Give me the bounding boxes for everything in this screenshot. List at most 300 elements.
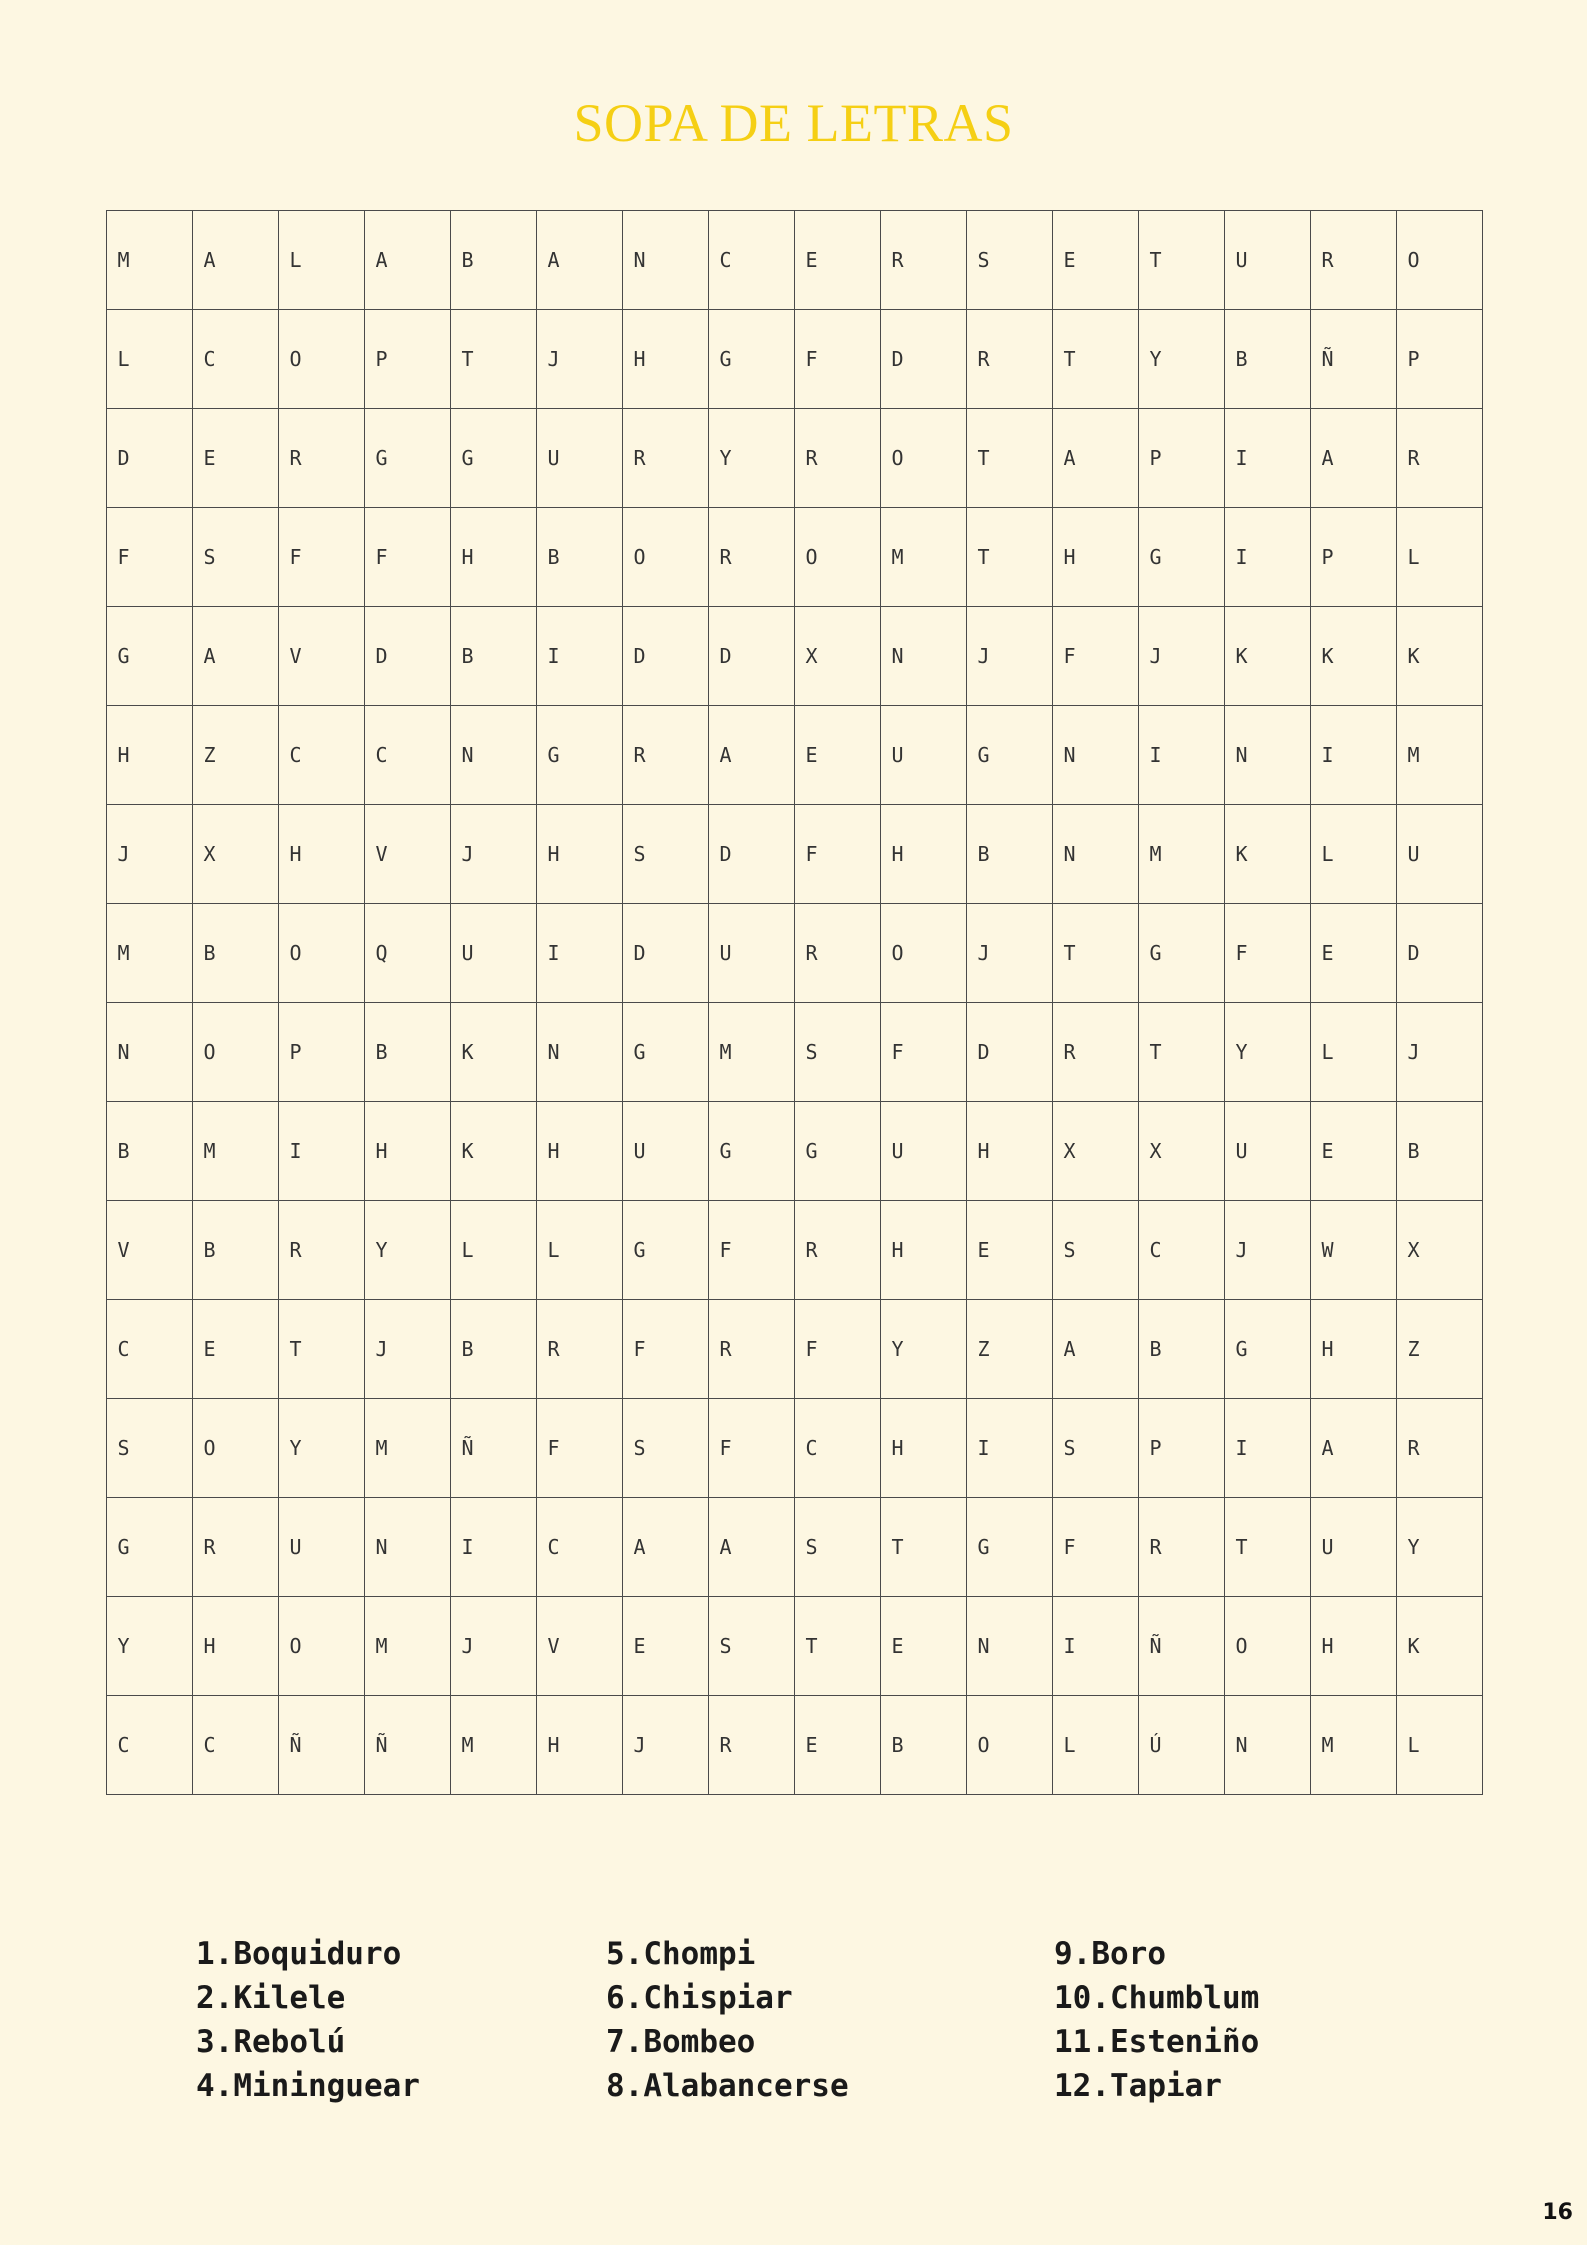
grid-cell: [699, 904, 785, 1003]
grid-letter: Y: [719, 446, 732, 470]
grid-cell: [1043, 1102, 1129, 1201]
grid-letter: R: [805, 446, 818, 470]
grid-letter: H: [289, 842, 302, 866]
grid-cell: [785, 1201, 871, 1300]
grid-letter: I: [1235, 446, 1248, 470]
grid-cell: [97, 211, 183, 310]
grid-cell: [527, 1201, 613, 1300]
grid-letter: S: [805, 1535, 818, 1559]
word-list-item: 4.Mininguear: [196, 2068, 420, 2104]
grid-cell: [441, 508, 527, 607]
grid-cell: [183, 1201, 269, 1300]
grid-letter: K: [1235, 842, 1248, 866]
grid-letter: M: [117, 248, 130, 272]
grid-cell: [871, 1102, 957, 1201]
grid-letter: H: [547, 842, 560, 866]
grid-letter: Ú: [1149, 1733, 1162, 1757]
grid-cell: [355, 1696, 441, 1795]
grid-cell: [1129, 1003, 1215, 1102]
grid-cell: [957, 1102, 1043, 1201]
grid-cell: [871, 1399, 957, 1498]
grid-letter: D: [1407, 941, 1420, 965]
grid-letter: S: [633, 842, 646, 866]
grid-letter: F: [719, 1436, 732, 1460]
grid-letter: T: [977, 446, 990, 470]
grid-cell: [355, 1399, 441, 1498]
grid-cell: [957, 1201, 1043, 1300]
grid-cell: [269, 1003, 355, 1102]
grid-cell: [97, 1102, 183, 1201]
grid-letter: A: [547, 248, 560, 272]
grid-cell: [527, 1399, 613, 1498]
grid-cell: [1129, 211, 1215, 310]
grid-letter: G: [719, 347, 732, 371]
grid-letter: G: [117, 644, 130, 668]
page-number: 16: [1542, 2200, 1573, 2225]
grid-letter: J: [375, 1337, 388, 1361]
page-title: SOPA DE LETRAS: [573, 93, 1014, 153]
grid-letter: N: [633, 248, 646, 272]
grid-cell: [1043, 904, 1129, 1003]
grid-cell: [1129, 1201, 1215, 1300]
grid-letter: B: [117, 1139, 130, 1163]
grid-cell: [1215, 805, 1301, 904]
grid-cell: [785, 904, 871, 1003]
word-list-item: 7.Bombeo: [606, 2024, 756, 2060]
grid-cell: [441, 211, 527, 310]
grid-letter: R: [633, 743, 646, 767]
grid-cell: [1043, 310, 1129, 409]
grid-letter: E: [977, 1238, 990, 1262]
grid-cell: [1387, 706, 1473, 805]
grid-cell: [871, 1498, 957, 1597]
grid-letter: E: [805, 743, 818, 767]
grid-letter: G: [461, 446, 474, 470]
grid-cell: [97, 409, 183, 508]
grid-cell: [957, 1003, 1043, 1102]
grid-letter: J: [1149, 644, 1162, 668]
grid-letter: J: [1407, 1040, 1420, 1064]
grid-row: [107, 211, 1483, 310]
word-list-column-1: [196, 1932, 420, 2108]
grid-letter: J: [117, 842, 130, 866]
grid-row: [107, 508, 1483, 607]
grid-letter: X: [1407, 1238, 1420, 1262]
grid-letter: U: [289, 1535, 302, 1559]
grid-letter: A: [1063, 446, 1076, 470]
grid-cell: [183, 1498, 269, 1597]
grid-letter: F: [547, 1436, 560, 1460]
grid-cell: [871, 211, 957, 310]
grid-letter: H: [1063, 545, 1076, 569]
grid-letter: I: [1063, 1634, 1076, 1658]
grid-letter: V: [289, 644, 302, 668]
grid-letter: G: [1149, 941, 1162, 965]
grid-cell: [527, 310, 613, 409]
grid-cell: [1215, 904, 1301, 1003]
grid-letter: U: [1235, 1139, 1248, 1163]
grid-cell: [957, 508, 1043, 607]
grid-cell: [957, 706, 1043, 805]
grid-cell: [699, 508, 785, 607]
grid-cell: [1129, 805, 1215, 904]
grid-cell: [355, 310, 441, 409]
grid-cell: [1387, 409, 1473, 508]
grid-letter: M: [1149, 842, 1162, 866]
grid-letter: O: [891, 941, 904, 965]
grid-row: [107, 706, 1483, 805]
grid-letter: T: [1149, 1040, 1162, 1064]
grid-cell: [1387, 805, 1473, 904]
grid-cell: [1043, 1597, 1129, 1696]
grid-cell: [527, 1300, 613, 1399]
grid-letter: B: [203, 941, 216, 965]
grid-letter: G: [1149, 545, 1162, 569]
grid-cell: [97, 508, 183, 607]
grid-cell: [97, 1300, 183, 1399]
grid-letter: N: [1235, 743, 1248, 767]
grid-letter: U: [633, 1139, 646, 1163]
grid-letter: V: [547, 1634, 560, 1658]
grid-letter: P: [1321, 545, 1334, 569]
grid-cell: [183, 211, 269, 310]
grid-letter: H: [203, 1634, 216, 1658]
grid-letter: L: [547, 1238, 560, 1262]
grid-letter: F: [633, 1337, 646, 1361]
grid-letter: H: [891, 842, 904, 866]
grid-letter: D: [977, 1040, 990, 1064]
grid-cell: [97, 1003, 183, 1102]
grid-letter: I: [289, 1139, 302, 1163]
grid-letter: I: [1321, 743, 1334, 767]
grid-cell: [269, 508, 355, 607]
grid-cell: [183, 508, 269, 607]
grid-cell: [1215, 1399, 1301, 1498]
grid-cell: [355, 1300, 441, 1399]
grid-cell: [613, 409, 699, 508]
grid-letter: X: [1063, 1139, 1076, 1163]
grid-letter: S: [719, 1634, 732, 1658]
grid-letter: D: [117, 446, 130, 470]
grid-cell: [1301, 310, 1387, 409]
grid-cell: [1129, 1399, 1215, 1498]
grid-letter: T: [1235, 1535, 1248, 1559]
word-list-item: 6.Chispiar: [606, 1980, 793, 2016]
grid-cell: [1043, 607, 1129, 706]
grid-cell: [269, 1597, 355, 1696]
grid-letter: G: [1235, 1337, 1248, 1361]
grid-letter: K: [1321, 644, 1334, 668]
grid-cell: [97, 1399, 183, 1498]
grid-letter: I: [1235, 545, 1248, 569]
grid-letter: T: [1149, 248, 1162, 272]
grid-cell: [699, 805, 785, 904]
grid-letter: V: [117, 1238, 130, 1262]
grid-letter: I: [547, 941, 560, 965]
grid-letter: H: [1321, 1337, 1334, 1361]
grid-cell: [871, 1300, 957, 1399]
grid-cell: [97, 310, 183, 409]
grid-letter: R: [977, 347, 990, 371]
grid-letter: C: [375, 743, 388, 767]
grid-letter: K: [461, 1139, 474, 1163]
grid-cell: [699, 1597, 785, 1696]
grid-letter: O: [891, 446, 904, 470]
grid-cell: [1043, 1696, 1129, 1795]
grid-letter: Z: [203, 743, 216, 767]
grid-cell: [269, 1300, 355, 1399]
grid-letter: E: [1321, 1139, 1334, 1163]
word-list-item: 11.Esteniño: [1054, 2024, 1260, 2060]
grid-letter: P: [289, 1040, 302, 1064]
grid-cell: [871, 310, 957, 409]
grid-letter: S: [977, 248, 990, 272]
grid-cell: [183, 1102, 269, 1201]
grid-cell: [1387, 211, 1473, 310]
grid-cell: [1387, 1696, 1473, 1795]
grid-letter: O: [805, 545, 818, 569]
grid-cell: [527, 607, 613, 706]
grid-letter: F: [117, 545, 130, 569]
word-list-column-3: [1054, 1932, 1259, 2108]
grid-cell: [1301, 508, 1387, 607]
grid-letter: J: [461, 842, 474, 866]
grid-letter: Ñ: [289, 1733, 302, 1757]
grid-letter: Ñ: [1149, 1634, 1162, 1658]
grid-letter: O: [203, 1040, 216, 1064]
grid-letter: M: [461, 1733, 474, 1757]
grid-cell: [1387, 1399, 1473, 1498]
grid-letter: N: [375, 1535, 388, 1559]
grid-cell: [699, 1201, 785, 1300]
grid-cell: [1129, 409, 1215, 508]
grid-letter: B: [1407, 1139, 1420, 1163]
grid-cell: [613, 1399, 699, 1498]
grid-cell: [527, 1102, 613, 1201]
grid-cell: [183, 1399, 269, 1498]
grid-cell: [527, 409, 613, 508]
grid-letter: R: [1321, 248, 1334, 272]
grid-cell: [183, 1597, 269, 1696]
grid-letter: G: [633, 1040, 646, 1064]
grid-letter: K: [1407, 644, 1420, 668]
grid-cell: [1129, 310, 1215, 409]
grid-letter: B: [375, 1040, 388, 1064]
grid-cell: [871, 607, 957, 706]
grid-letter: R: [1407, 1436, 1420, 1460]
grid-letter: I: [977, 1436, 990, 1460]
grid-cell: [1387, 508, 1473, 607]
grid-letter: R: [719, 545, 732, 569]
grid-letter: B: [1235, 347, 1248, 371]
grid-cell: [1387, 607, 1473, 706]
grid-cell: [1301, 1003, 1387, 1102]
grid-letter: H: [461, 545, 474, 569]
grid-cell: [957, 1300, 1043, 1399]
grid-letter: I: [547, 644, 560, 668]
grid-letter: S: [117, 1436, 130, 1460]
grid-cell: [785, 607, 871, 706]
grid-cell: [1387, 904, 1473, 1003]
grid-cell: [1043, 1003, 1129, 1102]
grid-letter: N: [1063, 743, 1076, 767]
grid-cell: [1301, 1696, 1387, 1795]
grid-letter: P: [375, 347, 388, 371]
grid-cell: [1301, 706, 1387, 805]
grid-cell: [785, 409, 871, 508]
grid-letter: E: [1063, 248, 1076, 272]
grid-letter: J: [461, 1634, 474, 1658]
grid-letter: U: [547, 446, 560, 470]
grid-cell: [1129, 607, 1215, 706]
grid-letter: L: [289, 248, 302, 272]
grid-letter: U: [1407, 842, 1420, 866]
grid-letter: J: [633, 1733, 646, 1757]
grid-letter: H: [977, 1139, 990, 1163]
grid-letter: L: [1407, 545, 1420, 569]
grid-cell: [441, 1696, 527, 1795]
grid-letter: A: [719, 743, 732, 767]
grid-cell: [785, 1300, 871, 1399]
grid-letter: O: [1407, 248, 1420, 272]
grid-letter: A: [1321, 446, 1334, 470]
word-list-item: 1.Boquiduro: [196, 1936, 402, 1972]
grid-cell: [1387, 310, 1473, 409]
grid-row: [107, 607, 1483, 706]
grid-letter: H: [547, 1733, 560, 1757]
grid-cell: [1301, 1102, 1387, 1201]
grid-letter: S: [1063, 1238, 1076, 1262]
grid-cell: [1215, 1300, 1301, 1399]
word-list-item: 9.Boro: [1054, 1936, 1166, 1972]
grid-cell: [269, 1102, 355, 1201]
grid-cell: [441, 1201, 527, 1300]
grid-letter: C: [203, 1733, 216, 1757]
grid-cell: [871, 1003, 957, 1102]
grid-cell: [871, 904, 957, 1003]
grid-letter: U: [1321, 1535, 1334, 1559]
grid-letter: D: [891, 347, 904, 371]
grid-cell: [527, 904, 613, 1003]
grid-letter: C: [117, 1337, 130, 1361]
word-list-item: 5.Chompi: [606, 1936, 756, 1972]
grid-cell: [269, 805, 355, 904]
grid-letter: Q: [375, 941, 388, 965]
grid-letter: E: [805, 248, 818, 272]
grid-letter: A: [203, 248, 216, 272]
grid-letter: I: [1149, 743, 1162, 767]
grid-cell: [355, 1102, 441, 1201]
grid-cell: [527, 1498, 613, 1597]
grid-letter: A: [633, 1535, 646, 1559]
grid-letter: M: [375, 1436, 388, 1460]
grid-cell: [613, 1597, 699, 1696]
grid-cell: [1043, 1399, 1129, 1498]
grid-cell: [441, 805, 527, 904]
grid-cell: [441, 1597, 527, 1696]
grid-cell: [1215, 310, 1301, 409]
grid-cell: [1129, 508, 1215, 607]
grid-cell: [613, 1696, 699, 1795]
grid-letter: X: [1149, 1139, 1162, 1163]
grid-cell: [613, 1498, 699, 1597]
grid-letter: U: [719, 941, 732, 965]
grid-cell: [1215, 1597, 1301, 1696]
grid-cell: [527, 211, 613, 310]
grid-letter: B: [461, 644, 474, 668]
grid-letter: F: [375, 545, 388, 569]
grid-letter: O: [289, 347, 302, 371]
grid-cell: [613, 1102, 699, 1201]
grid-letter: B: [891, 1733, 904, 1757]
grid-letter: R: [1063, 1040, 1076, 1064]
grid-letter: L: [117, 347, 130, 371]
grid-cell: [97, 1696, 183, 1795]
grid-letter: A: [1063, 1337, 1076, 1361]
grid-cell: [355, 805, 441, 904]
grid-cell: [527, 1696, 613, 1795]
grid-letter: C: [289, 743, 302, 767]
grid-cell: [269, 607, 355, 706]
grid-letter: J: [547, 347, 560, 371]
grid-letter: D: [719, 644, 732, 668]
word-list-item: 8.Alabancerse: [606, 2068, 849, 2104]
grid-row: [107, 1597, 1483, 1696]
grid-letter: B: [461, 1337, 474, 1361]
grid-cell: [1215, 706, 1301, 805]
grid-letter: G: [375, 446, 388, 470]
grid-letter: R: [203, 1535, 216, 1559]
grid-cell: [699, 706, 785, 805]
grid-cell: [441, 409, 527, 508]
word-list-item: 3.Rebolú: [196, 2024, 346, 2060]
grid-cell: [1129, 904, 1215, 1003]
grid-row: [107, 1102, 1483, 1201]
grid-letter: Y: [1149, 347, 1162, 371]
grid-row: [107, 409, 1483, 508]
grid-letter: C: [547, 1535, 560, 1559]
grid-letter: J: [977, 941, 990, 965]
grid-cell: [957, 1696, 1043, 1795]
grid-cell: [355, 607, 441, 706]
grid-letter: R: [805, 1238, 818, 1262]
grid-letter: N: [547, 1040, 560, 1064]
grid-cell: [1301, 1597, 1387, 1696]
grid-letter: O: [289, 1634, 302, 1658]
grid-letter: D: [633, 941, 646, 965]
grid-letter: P: [1149, 446, 1162, 470]
grid-cell: [1387, 1498, 1473, 1597]
grid-cell: [183, 904, 269, 1003]
grid-letter: W: [1321, 1238, 1334, 1262]
grid-cell: [957, 1498, 1043, 1597]
grid-row: [107, 1003, 1483, 1102]
grid-letter: F: [1063, 1535, 1076, 1559]
grid-cell: [1043, 1498, 1129, 1597]
grid-letter: R: [719, 1337, 732, 1361]
grid-cell: [355, 1003, 441, 1102]
grid-cell: [269, 310, 355, 409]
grid-cell: [269, 904, 355, 1003]
grid-cell: [1215, 1003, 1301, 1102]
grid-cell: [1215, 607, 1301, 706]
grid-cell: [355, 706, 441, 805]
word-list-item: 2.Kilele: [196, 1980, 346, 2016]
grid-letter: S: [805, 1040, 818, 1064]
grid-letter: F: [1235, 941, 1248, 965]
grid-cell: [699, 1399, 785, 1498]
grid-cell: [355, 508, 441, 607]
